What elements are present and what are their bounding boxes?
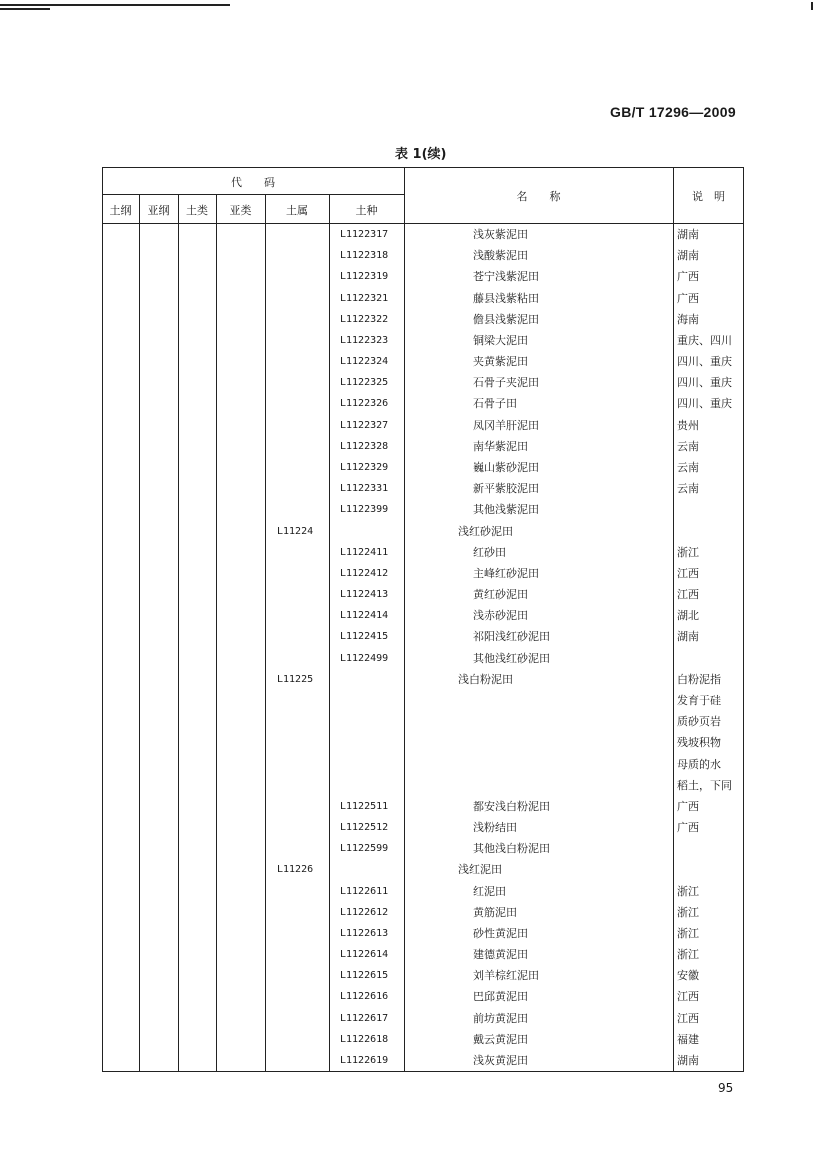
soil-name-cell: 苍宁浅紫泥田	[473, 270, 539, 284]
table-row	[102, 796, 744, 817]
soil-name-cell: 浅红泥田	[458, 863, 502, 877]
note-cell: 白粉泥指	[677, 672, 721, 686]
genus-code-cell: L11226	[277, 864, 314, 876]
table-row	[102, 584, 744, 605]
table-row	[102, 521, 744, 542]
table-row	[102, 393, 744, 414]
note-cell: 云南	[677, 482, 699, 496]
species-code-cell: L1122414	[340, 610, 389, 622]
soil-name-cell: 都安浅白粉泥田	[473, 799, 550, 813]
table-row	[102, 457, 744, 478]
note-cell: 广西	[677, 799, 699, 813]
table-row	[102, 859, 744, 880]
scan-corner-mark	[811, 2, 813, 10]
note-cell: 稻土，下同	[677, 778, 732, 792]
col-header-name: 名 称	[516, 190, 561, 203]
table-caption: 表 1(续)	[395, 147, 447, 162]
note-cell: 贵州	[677, 418, 699, 432]
note-cell: 四川、重庆	[677, 376, 732, 390]
note-cell: 海南	[677, 312, 699, 326]
table-row	[102, 309, 744, 330]
soil-name-cell: 其他浅紫泥田	[473, 503, 539, 517]
table-row	[102, 669, 744, 690]
table-row	[102, 372, 744, 393]
note-cell: 江西	[677, 588, 699, 602]
species-code-cell: L1122327	[340, 419, 389, 431]
species-code-cell: L1122322	[340, 313, 389, 325]
soil-name-cell: 南华紫泥田	[473, 439, 528, 453]
col-header-species: 土种	[355, 204, 378, 217]
soil-name-cell: 巍山紫砂泥田	[473, 460, 539, 474]
species-code-cell: L1122613	[340, 927, 389, 939]
table-row	[102, 266, 744, 287]
species-code-cell: L1122318	[340, 250, 389, 262]
scan-top-rule	[0, 4, 230, 6]
table-row	[102, 436, 744, 457]
note-cell: 云南	[677, 460, 699, 474]
table-row	[102, 817, 744, 838]
col-header-suborder: 亚纲	[147, 204, 170, 217]
soil-name-cell: 儋县浅紫泥田	[473, 312, 539, 326]
table-row	[102, 923, 744, 944]
table-row	[102, 1008, 744, 1029]
table-row	[102, 330, 744, 351]
genus-code-cell: L11224	[277, 525, 314, 537]
note-cell: 广西	[677, 291, 699, 305]
soil-name-cell: 红砂田	[473, 545, 506, 559]
species-code-cell: L1122328	[340, 440, 389, 452]
soil-name-cell: 夹黄紫泥田	[473, 355, 528, 369]
species-code-cell: L1122616	[340, 991, 389, 1003]
table-row	[102, 902, 744, 923]
note-cell: 四川、重庆	[677, 355, 732, 369]
species-code-cell: L1122618	[340, 1033, 389, 1045]
table-row	[102, 626, 744, 647]
soil-name-cell: 藤县浅紫粘田	[473, 291, 539, 305]
soil-name-cell: 浅灰紫泥田	[473, 228, 528, 241]
note-cell: 重庆、四川	[677, 333, 732, 347]
soil-name-cell: 石骨子夹泥田	[473, 376, 539, 390]
page-number: 95	[718, 1081, 734, 1095]
note-cell: 广西	[677, 821, 699, 835]
table-row	[102, 648, 744, 669]
species-code-cell: L1122329	[340, 461, 389, 473]
note-cell: 浙江	[677, 905, 699, 919]
table-row	[102, 1050, 744, 1071]
soil-name-cell: 祁阳浅红砂泥田	[473, 630, 550, 644]
soil-name-cell: 其他浅红砂泥田	[473, 651, 550, 665]
table-row	[102, 415, 744, 436]
soil-name-cell: 黄筋泥田	[473, 905, 517, 919]
species-code-cell: L1122325	[340, 377, 389, 389]
note-cell: 福建	[677, 1032, 699, 1046]
species-code-cell: L1122599	[340, 843, 389, 855]
table-row	[102, 775, 744, 796]
note-cell: 四川、重庆	[677, 397, 732, 411]
note-cell: 云南	[677, 439, 699, 453]
soil-name-cell: 浅赤砂泥田	[473, 609, 528, 623]
table-row	[102, 245, 744, 266]
species-code-cell: L1122324	[340, 356, 389, 368]
soil-name-cell: 建德黄泥田	[473, 948, 528, 962]
species-code-cell: L1122612	[340, 906, 389, 918]
table-row	[102, 288, 744, 309]
note-cell: 浙江	[677, 545, 699, 559]
code-header-divider	[102, 194, 404, 195]
col-header-subgroup: 亚类	[229, 204, 252, 217]
note-cell: 湖南	[677, 1054, 699, 1068]
scan-top-mark	[0, 8, 50, 10]
species-code-cell: L1122319	[340, 271, 389, 283]
soil-name-cell: 黄红砂泥田	[473, 588, 528, 602]
table-row	[102, 690, 744, 711]
soil-name-cell: 浅红砂泥田	[458, 524, 513, 538]
note-cell: 母质的水	[677, 757, 721, 771]
note-cell: 江西	[677, 990, 699, 1004]
species-code-cell: L1122411	[340, 546, 389, 558]
species-code-cell: L1122614	[340, 949, 389, 961]
table-row	[102, 351, 744, 372]
species-code-cell: L1122617	[340, 1012, 389, 1024]
note-cell: 广西	[677, 270, 699, 284]
soil-name-cell: 浅灰黄泥田	[473, 1054, 528, 1068]
soil-name-cell: 浅粉结田	[473, 821, 517, 835]
note-cell: 质砂页岩	[677, 715, 721, 729]
table-row	[102, 499, 744, 520]
col-header-order: 土纲	[109, 204, 132, 217]
soil-name-cell: 巴邱黄泥田	[473, 990, 528, 1004]
soil-name-cell: 红泥田	[473, 884, 506, 898]
genus-code-cell: L11225	[277, 673, 314, 685]
soil-name-cell: 砂性黄泥田	[473, 926, 528, 940]
table-row	[102, 563, 744, 584]
species-code-cell: L1122413	[340, 589, 389, 601]
note-cell: 江西	[677, 1011, 699, 1025]
species-code-cell: L1122611	[340, 885, 389, 897]
soil-name-cell: 浅白粉泥田	[458, 672, 513, 686]
species-code-cell: L1122326	[340, 398, 389, 410]
standard-number: GB/T 17296—2009	[610, 104, 736, 120]
species-code-cell: L1122619	[340, 1055, 389, 1067]
species-code-cell: L1122399	[340, 504, 389, 516]
soil-name-cell: 戴云黄泥田	[473, 1032, 528, 1046]
table-row	[102, 224, 744, 245]
note-cell: 湖南	[677, 630, 699, 644]
table-row	[102, 881, 744, 902]
note-cell: 湖北	[677, 609, 699, 623]
table-top-border	[102, 167, 744, 168]
table-row	[102, 754, 744, 775]
table-bottom-border	[102, 1071, 744, 1072]
col-header-note: 说 明	[692, 190, 725, 203]
soil-name-cell: 其他浅白粉泥田	[473, 842, 550, 856]
species-code-cell: L1122499	[340, 652, 389, 664]
table-row	[102, 732, 744, 753]
species-code-cell: L1122415	[340, 631, 389, 643]
table-row	[102, 838, 744, 859]
note-cell: 江西	[677, 566, 699, 580]
soil-name-cell: 浅酸紫泥田	[473, 249, 528, 263]
species-code-cell: L1122323	[340, 334, 389, 346]
col-header-group: 土类	[186, 204, 208, 217]
note-cell: 浙江	[677, 884, 699, 898]
soil-name-cell: 凤冈羊肝泥田	[473, 418, 539, 432]
soil-name-cell: 主峰红砂泥田	[473, 566, 539, 580]
note-cell: 湖南	[677, 249, 699, 263]
species-code-cell: L1122511	[340, 800, 389, 812]
species-code-cell: L1122412	[340, 567, 389, 579]
table-row	[102, 542, 744, 563]
soil-code-table	[102, 167, 744, 1072]
table-row	[102, 478, 744, 499]
table-row	[102, 965, 744, 986]
note-cell: 安徽	[677, 969, 699, 983]
species-code-cell: L1122321	[340, 292, 389, 304]
code-group-header: 代 码	[231, 176, 275, 189]
soil-name-cell: 前坊黄泥田	[473, 1011, 528, 1025]
table-row	[102, 1029, 744, 1050]
note-cell: 发育于硅	[677, 693, 721, 707]
species-code-cell: L1122615	[340, 970, 389, 982]
soil-name-cell: 新平紫胶泥田	[473, 482, 539, 496]
table-row	[102, 986, 744, 1007]
table-row	[102, 711, 744, 732]
species-code-cell: L1122331	[340, 483, 389, 495]
note-cell: 残坡积物	[677, 736, 721, 750]
note-cell: 浙江	[677, 948, 699, 962]
species-code-cell: L1122317	[340, 229, 389, 240]
soil-name-cell: 铜梁大泥田	[473, 333, 528, 347]
col-header-genus: 土属	[286, 204, 308, 217]
note-cell: 湖南	[677, 228, 699, 241]
species-code-cell: L1122512	[340, 822, 389, 834]
soil-name-cell: 刘羊棕红泥田	[473, 969, 539, 983]
table-row	[102, 944, 744, 965]
note-cell: 浙江	[677, 926, 699, 940]
soil-name-cell: 石骨子田	[473, 397, 517, 411]
table-row	[102, 605, 744, 626]
